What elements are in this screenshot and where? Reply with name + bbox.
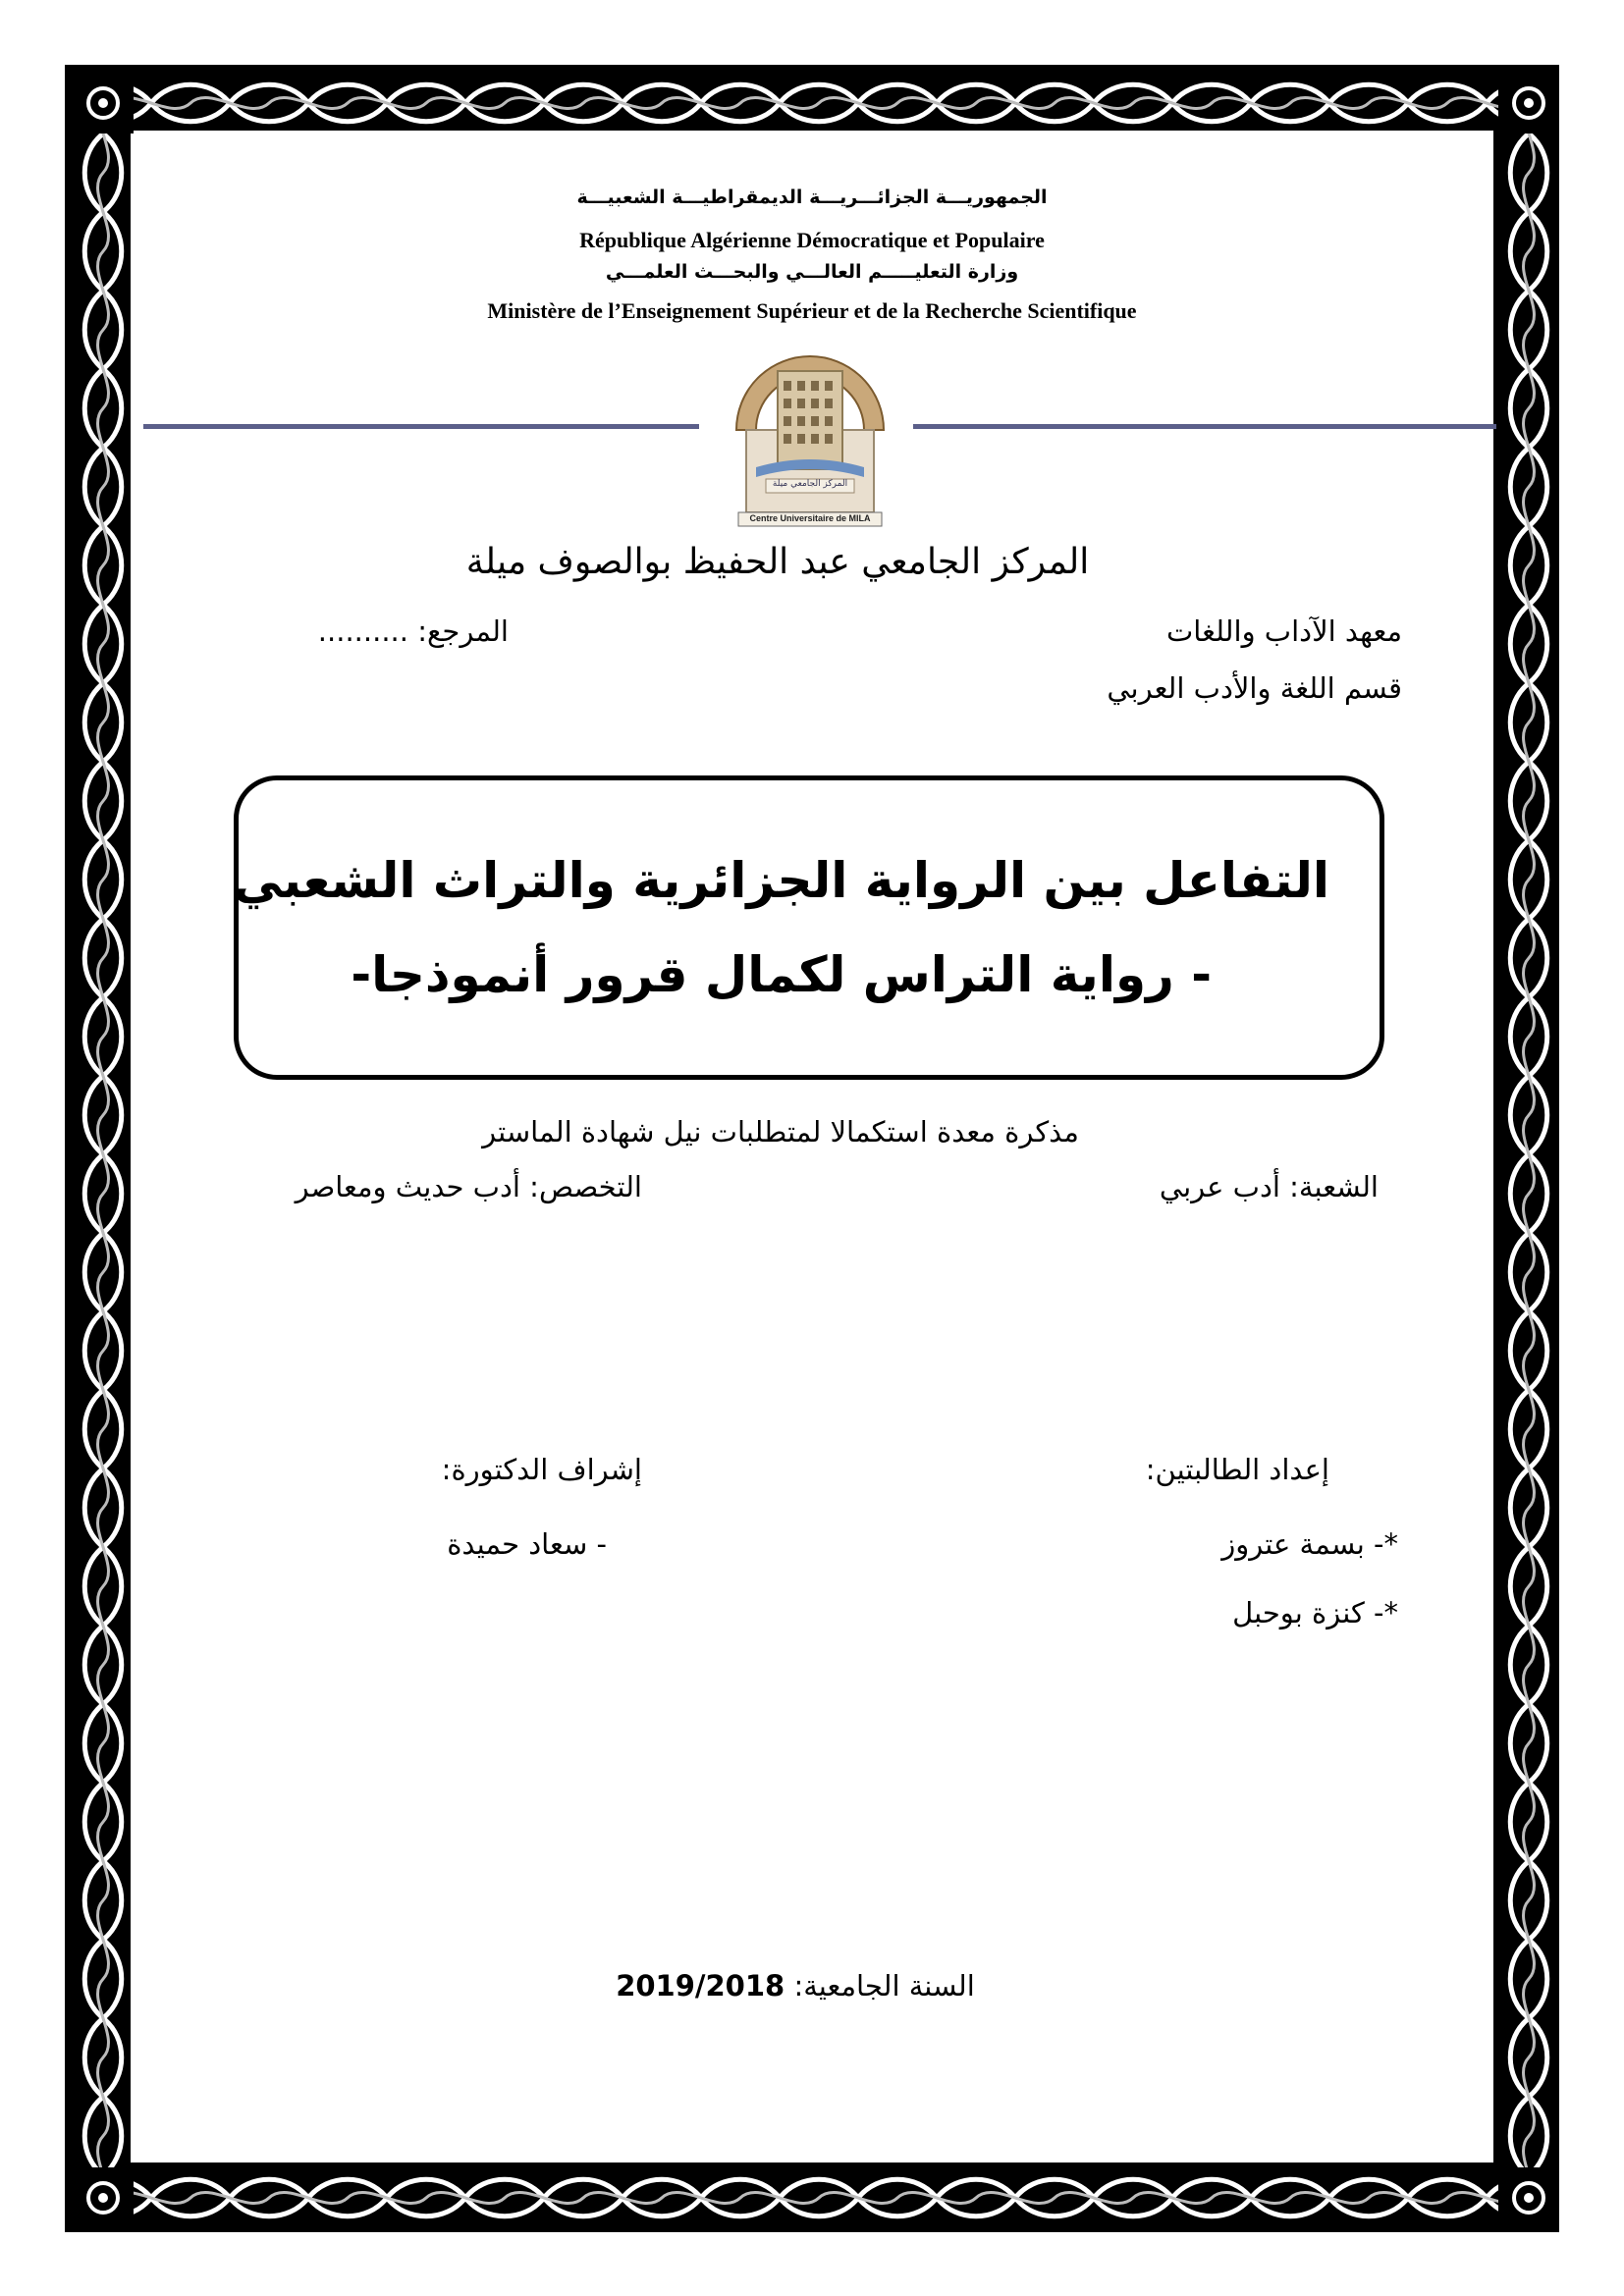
student-name-2: *- كنزة بوحبل xyxy=(1232,1596,1398,1629)
specialty-field: التخصص: أدب حديث ومعاصر xyxy=(295,1170,642,1203)
thesis-title-line-1: التفاعل بين الرواية الجزائرية والتراث الشعبي xyxy=(233,852,1329,909)
students-heading: إعداد الطالبتين: xyxy=(1145,1453,1329,1486)
thesis-purpose: مذكرة معدة استكمالا لمتطلبات نيل شهادة الماستر xyxy=(482,1115,1079,1148)
header-divider-left xyxy=(143,424,699,429)
reference-number: المرجع: .......... xyxy=(317,614,509,648)
supervisor-heading: إشراف الدكتورة: xyxy=(441,1453,642,1486)
institute-name: معهد الآداب واللغات xyxy=(1165,614,1402,648)
academic-year xyxy=(550,1969,1041,2002)
corner-ornament-icon xyxy=(73,73,134,133)
border-chain-top xyxy=(73,73,1559,133)
border-chain-bottom xyxy=(73,2167,1559,2228)
department-name: قسم اللغة والأدب العربي xyxy=(1107,671,1402,705)
ministry-name-french: Ministère de l’Enseignement Supérieur et de la Recherche Scientifique xyxy=(487,298,1137,323)
corner-ornament-icon xyxy=(1498,73,1559,133)
corner-ornament-icon xyxy=(73,2167,134,2228)
student-name-1: *- بسمة عتروز xyxy=(1221,1527,1398,1561)
republic-name-arabic: الجمهوريـــة الجزائـــريـــة الديمقراطيـــة الشعبيـــة xyxy=(576,187,1048,208)
university-center-name: المركز الجامعي عبد الحفيظ بوالصوف ميلة xyxy=(465,542,1090,582)
branch-field: الشعبة: أدب عربي xyxy=(1159,1170,1379,1203)
republic-name-french: République Algérienne Démocratique et Populaire xyxy=(579,228,1045,252)
border-chain-left xyxy=(73,133,134,2167)
thesis-title-line-2: - رواية التراس لكمال قرور أنموذجا- xyxy=(351,946,1212,1003)
logo-caption: Centre Universitaire de MILA xyxy=(749,513,871,523)
university-logo xyxy=(727,342,893,528)
academic-year-value: 2019/2018 xyxy=(616,1969,785,2002)
corner-ornament-icon xyxy=(1498,2167,1559,2228)
header-divider-right xyxy=(913,424,1496,429)
border-chain-right xyxy=(1498,133,1559,2167)
supervisor-name: - سعاد حميدة xyxy=(447,1527,607,1561)
thesis-title-box xyxy=(234,775,1384,1080)
logo-banner-text: المركز الجامعي ميلة xyxy=(772,479,848,489)
ministry-name-arabic: وزارة التعليـــــم العالـــي والبحـــث العلمـــي xyxy=(605,261,1019,283)
academic-year-label: السنة الجامعية: xyxy=(793,1969,975,2002)
